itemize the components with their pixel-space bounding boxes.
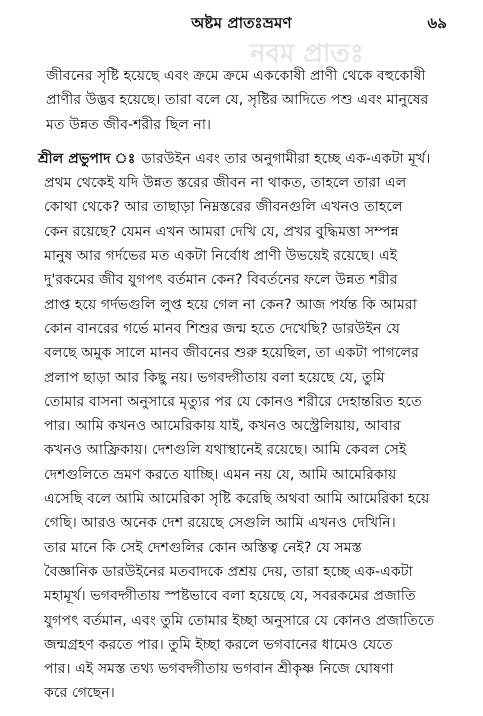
text-line: কখনও আফ্রিকায়। দেশগুলি যথাস্থানেই রয়েছে। আমি কেবল সেই — [44, 442, 407, 459]
running-title: অষ্টম প্রাতঃভ্রমণ — [191, 14, 292, 32]
text-line: বৈজ্ঞানিক ডারউইনের মতবাদকে প্রশ্রয় দেয়, তারা হচ্ছে এক-একটা — [44, 563, 413, 580]
text-line: পার। এই সমস্ত তথ্য ভগবদ্গীতায় ভগবান শ্রীকৃষ্ণ নিজে ঘোষণা — [44, 661, 394, 678]
text-line: প্রাপ্ত হয়ে গর্দভগুলি লুপ্ত হয়ে গেল না কেন? আজ পর্যন্ত কি আমরা — [44, 296, 417, 313]
text-line: প্রথম থেকেই যদি উন্নত স্তরের জীবন না থাকত, তাহলে তারা এল — [44, 175, 407, 192]
text-segment: ডারউইন এবং তার অনুগামীরা হচ্ছে এক-একটা মূর্খ। — [141, 150, 431, 167]
text-line: মানুষ আর গর্দভের মত একটা নির্বোধ প্রাণী উভয়েই রয়েছে। এই — [44, 248, 398, 265]
text-line: কোন বানরের গর্ভে মানব শিশুর জন্ম হতে দেখেছি? ডারউইন যে — [44, 320, 400, 337]
text-line: গেছি। আরও অনেক দেশ রয়েছে সেগুলি আমি এখনও দেখিনি। — [44, 515, 396, 532]
text-line: যুগপৎ বর্তমান, এবং তুমি তোমার ইচ্ছা অনুসারে যে কোনও প্রজাতিতে — [44, 612, 435, 629]
text-line: জীবনের সৃষ্টি হয়েছে এবং ক্রমে ক্রমে এককোষী প্রাণী থেকে বহুকোষী — [46, 68, 426, 84]
text-line-with-speaker — [38, 147, 446, 171]
text-line: কোথা থেকে? আর তাছাড়া নিম্নস্তরের জীবনগুলি এখনও তাহলে — [44, 199, 403, 216]
page-content — [38, 64, 446, 716]
page-number: ৬৯ — [427, 14, 447, 32]
text-line: এসেছি বলে আমি আমেরিকা সৃষ্টি করেছি অথবা আমি আমেরিকা হয়ে — [44, 491, 430, 508]
text-line: প্রলাপ ছাড়া আর কিছু নয়। ভগবদ্গীতায় বলা হয়েছে যে, তুমি — [44, 369, 385, 386]
text-line: জন্মগ্রহণ করতে পার। তুমি ইচ্ছা করলে ভগবানের ধামেও যেতে — [44, 636, 393, 653]
text-line: দু'রকমের জীব যুগপৎ বর্তমান কেন? বিবর্তনের ফলে উন্নত শরীর — [44, 272, 398, 289]
text-line: তোমার বাসনা অনুসারে মৃত্যুর পর যে কোনও শরীরে দেহান্তরিত হতে — [44, 393, 422, 410]
text-line: পার। আমি কখনও আমেরিকায় যাই, কখনও অস্ট্রেলিয়ায়, আবার — [44, 418, 401, 435]
paragraph-prabhupada — [38, 147, 446, 706]
paragraph-intro — [44, 64, 446, 137]
text-line: করে গেছেন। — [44, 685, 115, 702]
text-line: মহামূর্খ। ভগবদ্গীতায় স্পষ্টভাবে বলা হয়েছে যে, সবরকমের প্রজাতি — [44, 588, 416, 605]
text-line: দেশগুলিতে ভ্রমণ করতে যাচ্ছি। এমন নয় যে, আমি আমেরিকায় — [44, 466, 397, 483]
text-line: প্রাণীর উদ্ভব হয়েছে। তারা বলে যে, সৃষ্টির আদিতে পশু এবং মানুষের — [46, 92, 429, 109]
text-line: কেন রয়েছে? যেমন এখন আমরা দেখি যে, প্রখর বুদ্ধিমত্তা সম্পন্ন — [44, 223, 399, 240]
text-line: মত উন্নত জীব-শরীর ছিল না। — [46, 116, 212, 133]
speaker-label: শ্রীল প্রভুপাদ ঃ — [38, 150, 136, 167]
page-header — [36, 12, 447, 36]
bleed-through-text: নবম প্রাতঃ — [250, 39, 364, 69]
text-line: তার মানে কি সেই দেশগুলির কোন অস্তিত্ব নেই? যে সমস্ত — [44, 539, 362, 556]
text-line: বলছে অমুক সালে মানব জীবনের শুরু হয়েছিল, তা একটা পাগলের — [44, 345, 419, 362]
